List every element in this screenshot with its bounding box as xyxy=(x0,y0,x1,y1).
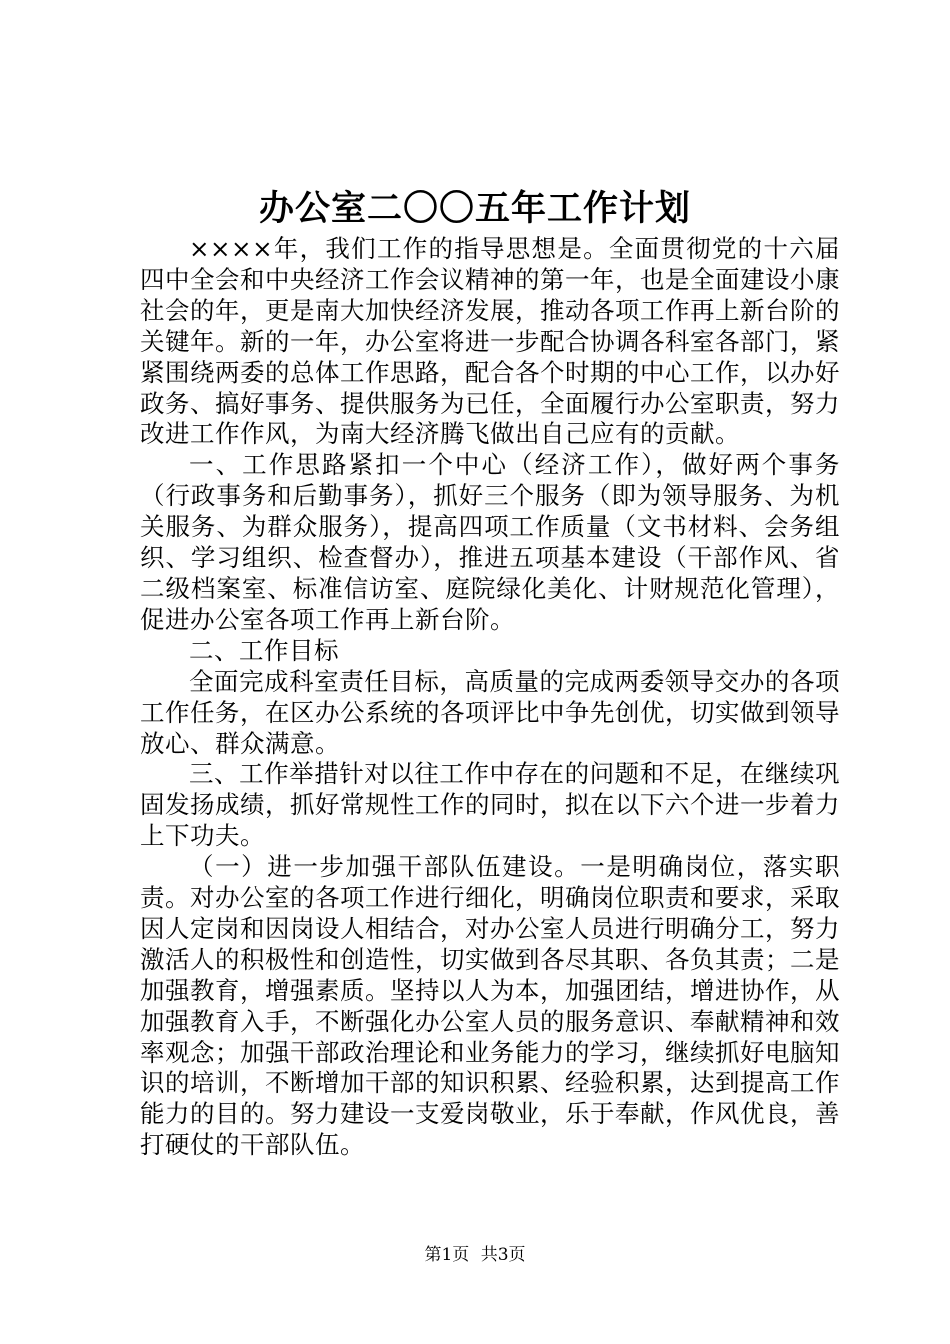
paragraph-goals: 全面完成科室责任目标，高质量的完成两委领导交办的各项工作任务，在区办公系统的各项评比中争先创优，切实做到领导放心、群众满意。 xyxy=(140,666,840,758)
document-body xyxy=(140,234,840,1161)
document-title: 办公室二〇〇五年工作计划 xyxy=(258,188,691,229)
paragraph-measures: 三、工作举措针对以往工作中存在的问题和不足，在继续巩固发扬成绩，抓好常规性工作的同时，拟在以下六个进一步着力上下功夫。 xyxy=(140,759,840,851)
page-total: 共3页 xyxy=(480,1245,526,1265)
section-heading-goals: 二、工作目标 xyxy=(189,635,339,665)
paragraph-team-building: （一）进一步加强干部队伍建设。一是明确岗位，落实职责。对办公室的各项工作进行细化，明确岗位职责和要求，采取因人定岗和因岗设人相结合，对办公室人员进行明确分工，努力激活人的积极性和创造性，切实做到各尽其职、各负其责；二是加强教育，增强素质。坚持以人为本，加强团结，增进协作，从加强教育入手，不断强化办公室人员的服务意识、奉献精神和效率观念；加强干部政治理论和业务能力的学习，继续抓好电脑知识的培训，不断增加干部的知识积累、经验积累，达到提高工作能力的目的。努力建设一支爱岗敬业，乐于奉献，作风优良，善打硬仗的干部队伍。 xyxy=(140,852,840,1160)
page-footer xyxy=(0,1244,950,1266)
paragraph-intro: ××××年，我们工作的指导思想是。全面贯彻党的十六届四中全会和中央经济工作会议精神的第一年，也是全面建设小康社会的年，更是南大加快经济发展，推动各项工作再上新台阶的关键年。新的一年，办公室将进一步配合协调各科室各部门，紧紧围绕两委的总体工作思路，配合各个时期的中心工作，以办好政务、搞好事务、提供服务为已任，全面履行办公室职责，努力改进工作作风，为南大经济腾飞做出自己应有的贡献。 xyxy=(140,234,840,449)
paragraph-work-approach: 一、工作思路紧扣一个中心（经济工作），做好两个事务（行政事务和后勤事务），抓好三个服务（即为领导服务、为机关服务、为群众服务），提高四项工作质量（文书材料、会务组织、学习组织、检查督办），推进五项基本建设（干部作风、省二级档案室、标准信访室、庭院绿化美化、计财规范化管理），促进办公室各项工作再上新台阶。 xyxy=(140,450,840,634)
page-number: 第1页 xyxy=(424,1245,470,1265)
